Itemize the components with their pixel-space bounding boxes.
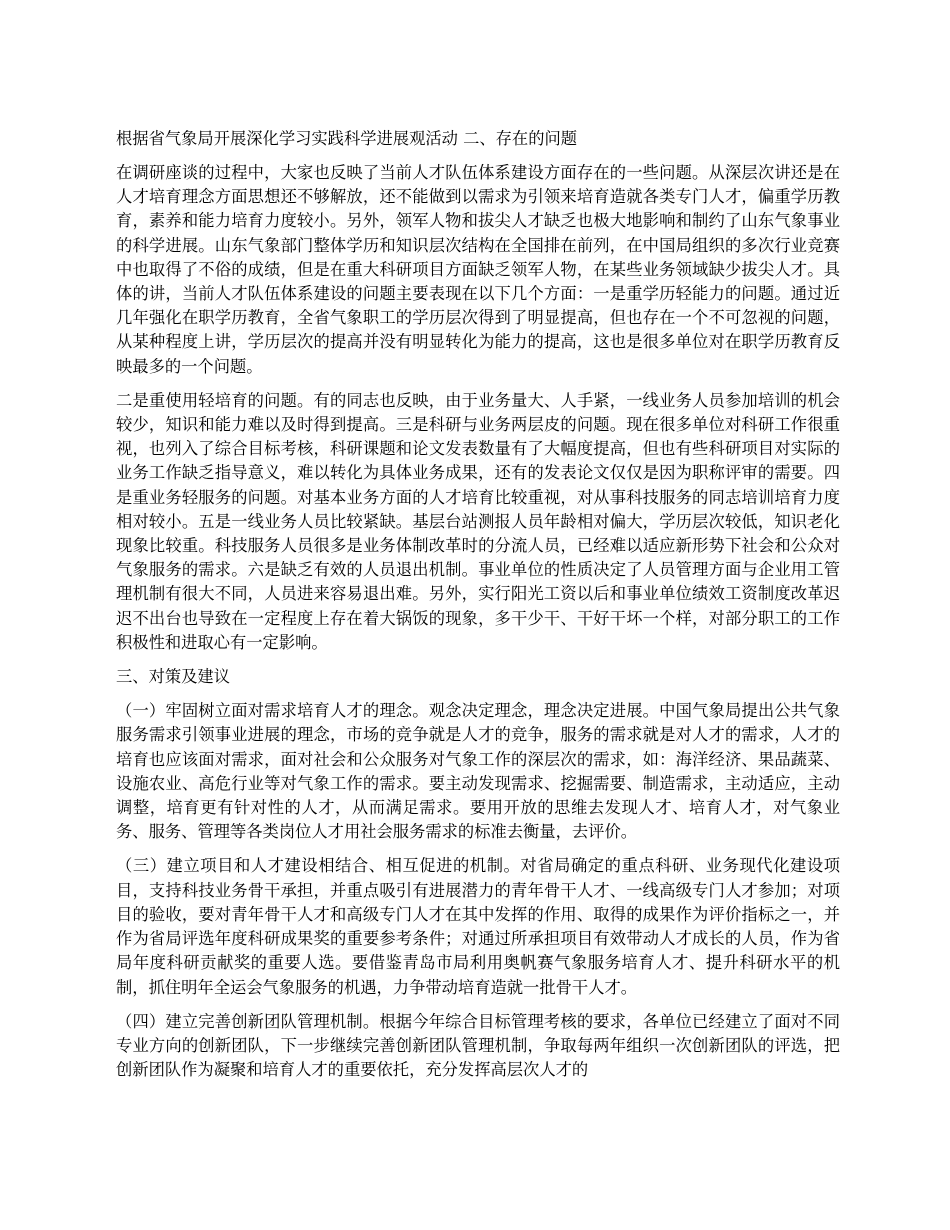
section-heading-countermeasures: 三、对策及建议 bbox=[116, 667, 230, 687]
paragraph-measure-4: （四）建立完善创新团队管理机制。根据今年综合目标管理考核的要求，各单位已经建立了面对不同专业方向的创新团队，下一步继续完善创新团队管理机制，争取每两年组织一次创新团队的评选，把创新团队作为凝聚和培育人才的重要依托，充分发挥高层次人才的 bbox=[116, 1011, 840, 1080]
paragraph-measure-1: （一）牢固树立面对需求培育人才的理念。观念决定理念，理念决定进展。中国气象局提出公共气象服务需求引领事业进展的理念，市场的竞争就是人才的竞争，服务的需求就是对人才的需求，人才的培育也应该面对需求，面对社会和公众服务对气象工作的深层次的需求，如：海洋经济、果品蔬菜、设施农业、高危行业等对气象工作的需求。要主动发现需求、挖掘需要、制造需求，主动适应，主动调整，培育更有针对性的人才，从而满足需求。要用开放的思维去发现人才、培育人才，对气象业务、服务、管理等各类岗位人才用社会服务需求的标准去衡量，去评价。 bbox=[116, 701, 840, 842]
document-page bbox=[116, 127, 840, 1092]
paragraph-problems-intro: 在调研座谈的过程中，大家也反映了当前人才队伍体系建设方面存在的一些问题。从深层次讲还是在人才培育理念方面思想还不够解放，还不能做到以需求为引领来培育造就各类专门人才，偏重学历教育，素养和能力培育力度较小。另外，领军人物和拔尖人才缺乏也极大地影响和制约了山东气象事业的科学进展。山东气象部门整体学历和知识层次结构在全国排在前列，在中国局组织的多次行业竞赛中也取得了不俗的成绩，但是在重大科研项目方面缺乏领军人物，在某些业务领域缺少拔尖人才。具体的讲，当前人才队伍体系建设的问题主要表现在以下几个方面：一是重学历轻能力的问题。通过近几年强化在职学历教育，全省气象职工的学历层次得到了明显提高，但也存在一个不可忽视的问题，从某种程度上讲，学历层次的提高并没有明显转化为能力的提高，这也是很多单位对在职学历教育反映最多的一个问题。 bbox=[116, 163, 840, 376]
document-title: 根据省气象局开展深化学习实践科学进展观活动 二、存在的问题 bbox=[116, 129, 578, 148]
paragraph-problems-list: 二是重使用轻培育的问题。有的同志也反映，由于业务量大、人手紧，一线业务人员参加培训的机会较少，知识和能力难以及时得到提高。三是科研与业务两层皮的问题。现在很多单位对科研工作很重视，也列入了综合目标考核，科研课题和论文发表数量有了大幅度提高，但也有些科研项目对实际的业务工作缺乏指导意义，难以转化为具体业务成果，还有的发表论文仅仅是因为职称评审的需要。四是重业务轻服务的问题。对基本业务方面的人才培育比较重视，对从事科技服务的同志培训培育力度相对较小。五是一线业务人员比较紧缺。基层台站测报人员年龄相对偏大，学历层次较低，知识老化现象比较重。科技服务人员很多是业务体制改革时的分流人员，已经难以适应新形势下社会和公众对气象服务的需求。六是缺乏有效的人员退出机制。事业单位的性质决定了人员管理方面与企业用工管理机制有很大不同，人员进来容易退出难。另外，实行阳光工资以后和事业单位绩效工资制度改革迟迟不出台也导致在一定程度上存在着大锅饭的现象，多干少干、干好干坏一个样，对部分职工的工作积极性和进取心有一定影响。 bbox=[116, 390, 840, 652]
paragraph-measure-3: （三）建立项目和人才建设相结合、相互促进的机制。对省局确定的重点科研、业务现代化建设项目，支持科技业务骨干承担，并重点吸引有进展潜力的青年骨干人才、一线高级专门人才参加；对项目的验收，要对青年骨干人才和高级专门人才在其中发挥的作用、取得的成果作为评价指标之一，并作为省局评选年度科研成果奖的重要参考条件；对通过所承担项目有效带动人才成长的人员，作为省局年度科研贡献奖的重要人选。要借鉴青岛市局利用奥帆赛气象服务培育人才、提升科研水平的机制，抓住明年全运会气象服务的机遇，力争带动培育造就一批骨干人才。 bbox=[116, 856, 840, 997]
